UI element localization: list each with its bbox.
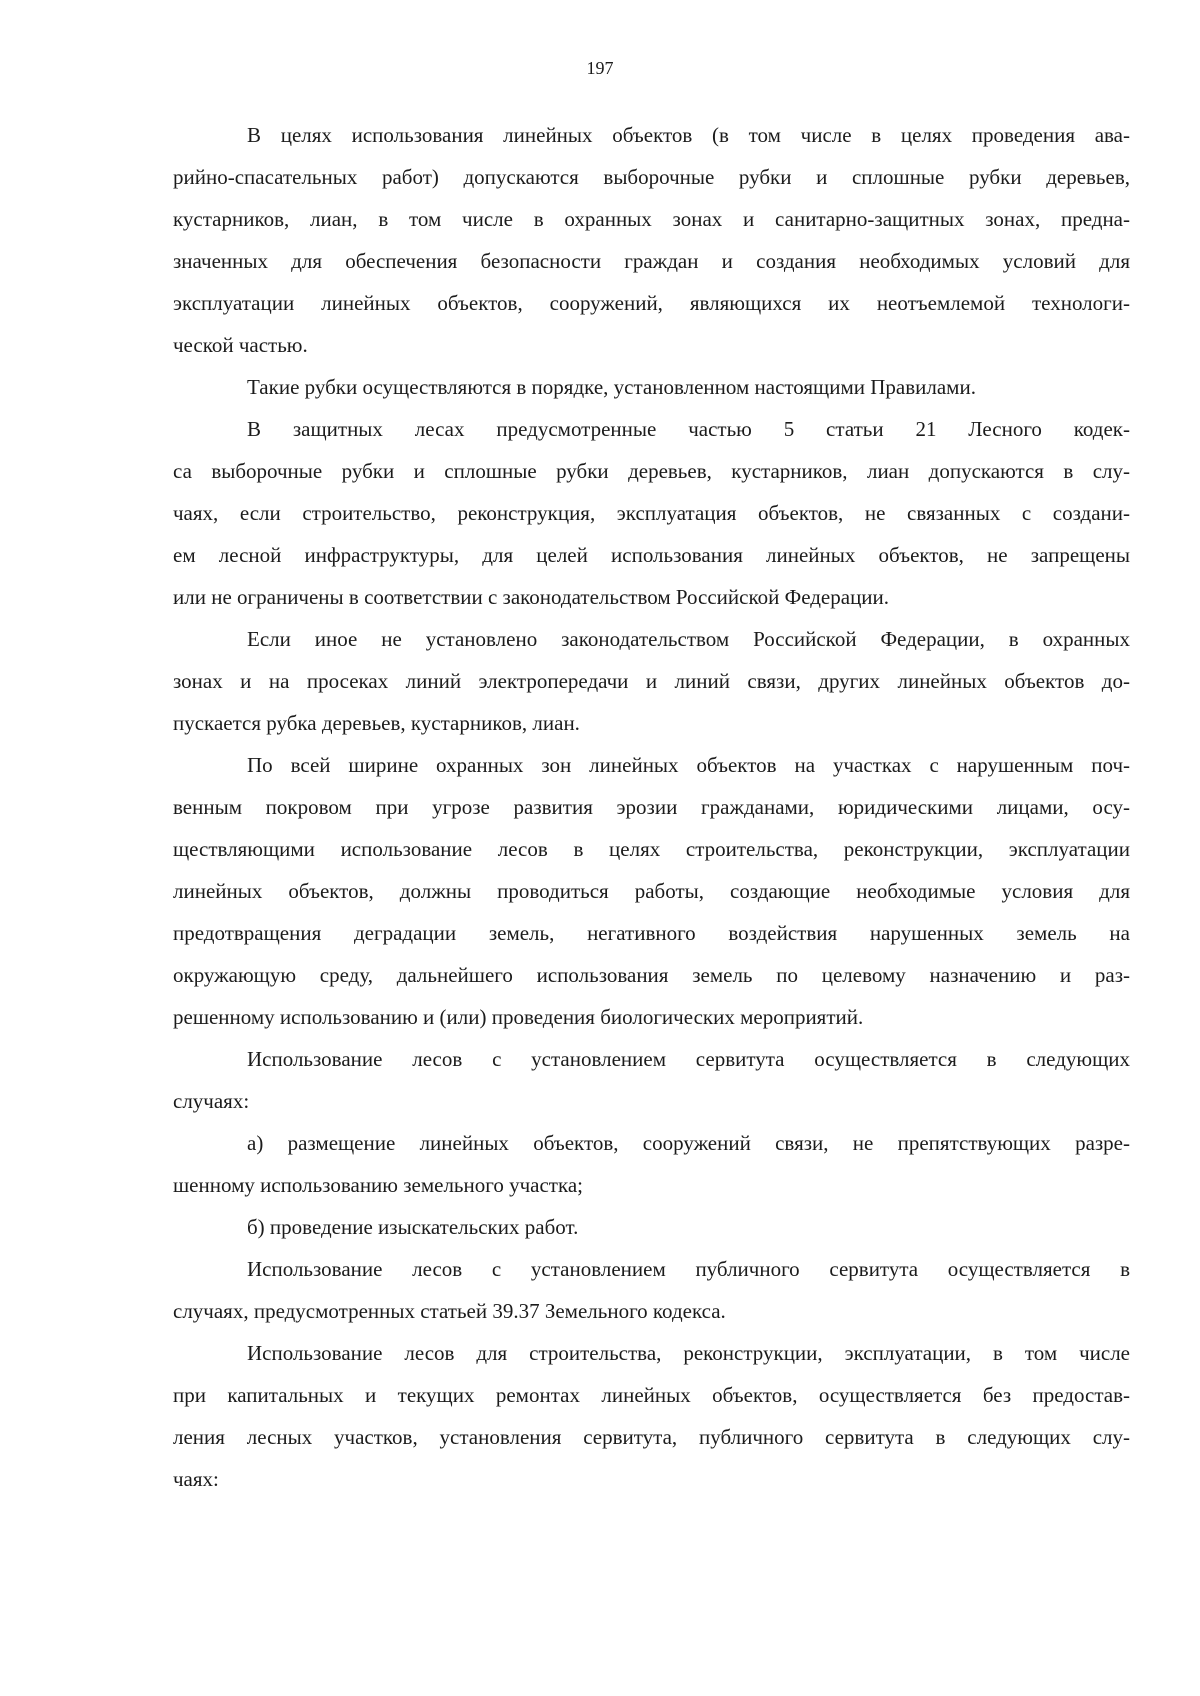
text-line: решенному использованию и (или) проведения биологических мероприятий. bbox=[173, 1005, 864, 1029]
text-line: эксплуатации линейных объектов, сооружений, являющихся их неотъемлемой технологи- bbox=[173, 291, 1130, 315]
text-line: линейных объектов, должны проводиться работы, создающие необходимые условия для bbox=[173, 879, 1130, 903]
text-line: рийно-спасательных работ) допускаются выборочные рубки и сплошные рубки деревьев, bbox=[173, 165, 1130, 189]
text-line: Использование лесов для строительства, реконструкции, эксплуатации, в том числе bbox=[247, 1341, 1130, 1365]
text-line: В целях использования линейных объектов (в том числе в целях проведения ава- bbox=[247, 123, 1130, 147]
document-body bbox=[173, 114, 1130, 1500]
text-line: случаях: bbox=[173, 1089, 250, 1113]
text-line: пускается рубка деревьев, кустарников, лиан. bbox=[173, 711, 580, 735]
text-line: окружающую среду, дальнейшего использования земель по целевому назначению и раз- bbox=[173, 963, 1130, 987]
text-line: По всей ширине охранных зон линейных объектов на участках с нарушенным поч- bbox=[247, 753, 1130, 777]
text-line: Такие рубки осуществляются в порядке, установленном настоящими Правилами. bbox=[247, 375, 976, 399]
text-line: значенных для обеспечения безопасности граждан и создания необходимых условий для bbox=[173, 249, 1130, 273]
text-line: ческой частью. bbox=[173, 333, 308, 357]
text-line: чаях, если строительство, реконструкция, эксплуатация объектов, не связанных с создани- bbox=[173, 501, 1130, 525]
text-line: венным покровом при угрозе развития эрозии гражданами, юридическими лицами, осу- bbox=[173, 795, 1130, 819]
text-line: В защитных лесах предусмотренные частью 5 статьи 21 Лесного кодек- bbox=[247, 417, 1130, 441]
text-line: чаях: bbox=[173, 1467, 219, 1491]
text-line: зонах и на просеках линий электропередачи и линий связи, других линейных объектов до- bbox=[173, 669, 1130, 693]
text-line: Если иное не установлено законодательством Российской Федерации, в охранных bbox=[247, 627, 1130, 651]
text-line: са выборочные рубки и сплошные рубки деревьев, кустарников, лиан допускаются в слу- bbox=[173, 459, 1130, 483]
text-line: кустарников, лиан, в том числе в охранных зонах и санитарно-защитных зонах, предна- bbox=[173, 207, 1130, 231]
text-line: б) проведение изыскательских работ. bbox=[247, 1215, 579, 1239]
text-line: предотвращения деградации земель, негативного воздействия нарушенных земель на bbox=[173, 921, 1130, 945]
text-line: шенному использованию земельного участка; bbox=[173, 1173, 584, 1197]
text-line: случаях, предусмотренных статьей 39.37 Земельного кодекса. bbox=[173, 1299, 726, 1323]
text-line: ществляющими использование лесов в целях строительства, реконструкции, эксплуатации bbox=[173, 837, 1130, 861]
text-line: а) размещение линейных объектов, сооружений связи, не препятствующих разре- bbox=[247, 1131, 1130, 1155]
text-line: или не ограничены в соответствии с законодательством Российской Федерации. bbox=[173, 585, 890, 609]
text-line: при капитальных и текущих ремонтах линейных объектов, осуществляется без предостав- bbox=[173, 1383, 1130, 1407]
text-line: ем лесной инфраструктуры, для целей использования линейных объектов, не запрещены bbox=[173, 543, 1130, 567]
text-line: ления лесных участков, установления сервитута, публичного сервитута в следующих слу- bbox=[173, 1425, 1130, 1449]
text-line: Использование лесов с установлением публичного сервитута осуществляется в bbox=[247, 1257, 1130, 1281]
text-line: Использование лесов с установлением сервитута осуществляется в следующих bbox=[247, 1047, 1130, 1071]
page-number: 197 bbox=[586, 58, 614, 78]
